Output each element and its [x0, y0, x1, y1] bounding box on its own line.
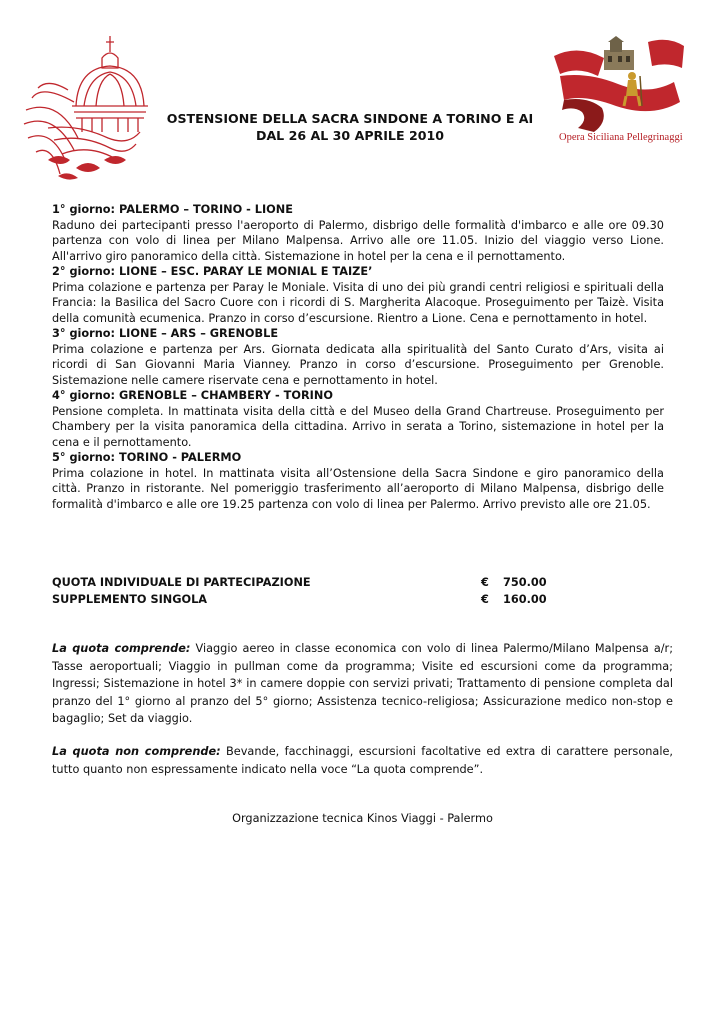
- includes-paragraph: [52, 640, 673, 728]
- itinerary: [52, 202, 664, 512]
- price-currency: €: [481, 593, 489, 606]
- day-2-heading: 2° giorno: LIONE – ESC. PARAY LE MONIAL E TAIZE’: [52, 265, 373, 278]
- day-4-heading: 4° giorno: GRENOBLE – CHAMBERY - TORINO: [52, 389, 333, 402]
- price-label: QUOTA INDIVIDUALE DI PARTECIPAZIONE: [52, 576, 311, 589]
- includes-text: Viaggio aereo in classe economica con volo di linea Palermo/Milano Malpensa a/r; Tasse aeroportuali; Viaggio in pullman come da programma; Visite ed escursioni come da programma; Ingressi; Sistemazione in hotel 3* in camere doppie con servizi privati; Trattamento di pensione completa dal pranzo del 1° giorno al pranzo del 5° giorno; Assistenza tecnico-religiosa; Assicurazione medico non-stop e bagaglio; Set da viaggio.: [52, 642, 674, 725]
- price-amount: 160.00: [503, 593, 547, 606]
- footer-organizer: Organizzazione tecnica Kinos Viaggi - Palermo: [232, 812, 493, 825]
- day-2-text: Prima colazione e partenza per Paray le Moniale. Visita di uno dei più grandi centri religiosi e spirituali della Francia: la Basilica del Sacro Cuore con i ricordi di S. Margherita Alacoque. Proseguimento per Taizè. Visita della comunità ecumenica. Pranzo in corso d’escursione. Rientro a Lione. Cena e pernottamento in hotel.: [52, 280, 664, 325]
- day-3-heading: 3° giorno: LIONE – ARS – GRENOBLE: [52, 327, 279, 340]
- price-row-individual: [52, 574, 612, 591]
- day-1-text: Raduno dei partecipanti presso l'aeroporto di Palermo, disbrigo delle formalità d'imbarco e alle ore 09.30 partenza con volo di linea per Milano Malpensa. Arrivo alle ore 11.05. Inizio del viaggio verso Lione. All'arrivo giro panoramico della città. Sistemazione in hotel per la cena e il pernottamento.: [52, 218, 664, 263]
- title-line-2: DAL 26 AL 30 APRILE 2010: [255, 128, 444, 143]
- price-label: SUPPLEMENTO SINGOLA: [52, 593, 208, 606]
- price-row-single-supplement: [52, 591, 612, 608]
- price-currency: €: [481, 576, 489, 589]
- cathedral-logo-icon: [18, 28, 150, 183]
- day-4-text: Pensione completa. In mattinata visita della città e del Museo della Grand Chartreuse. Proseguimento per Chambery per la visita panoramica della cittadina. Arrivo in serata a Torino, sistemazione in hotel per la cena e il pernottamento.: [52, 404, 664, 449]
- page-title: [150, 110, 550, 144]
- pilgrimage-logo-caption: Opera Siciliana Pellegrinaggi: [559, 132, 683, 143]
- includes-lead: La quota comprende:: [52, 642, 191, 655]
- price-amount: 750.00: [503, 576, 547, 589]
- day-1-heading: 1° giorno: PALERMO – TORINO - LIONE: [52, 203, 293, 216]
- excludes-paragraph: [52, 743, 673, 778]
- day-5-text: Prima colazione in hotel. In mattinata visita all’Ostensione della Sacra Sindone e giro panoramico della città. Pranzo in ristorante. Nel pomeriggio trasferimento all’aeroporto di Milano Malpensa, disbrigo delle formalità d'imbarco e alle ore 19.25 partenza con volo di linea per Palermo. Arrivo previsto alle ore 21.05.: [52, 466, 664, 511]
- day-3-text: Prima colazione e partenza per Ars. Giornata dedicata alla spiritualità del Santo Curato d’Ars, visita ai ricordi di San Giovanni Maria Vianney. Pranzo in corso d’escursione. Proseguimento per Grenoble. Sistemazione nelle camere riservate cena e pernottamento in hotel.: [52, 342, 664, 387]
- title-line-1: OSTENSIONE DELLA SACRA SINDONE A TORINO E AI: [166, 111, 534, 126]
- day-5-heading: 5° giorno: TORINO - PALERMO: [52, 451, 242, 464]
- pilgrimage-logo-icon: [548, 36, 688, 136]
- excludes-lead: La quota non comprende:: [52, 745, 221, 758]
- excludes-text: Bevande, facchinaggi, escursioni facoltative ed extra di carattere personale, tutto quanto non espressamente indicato nella voce “La quota comprende”.: [52, 745, 673, 776]
- price-table: [52, 574, 612, 608]
